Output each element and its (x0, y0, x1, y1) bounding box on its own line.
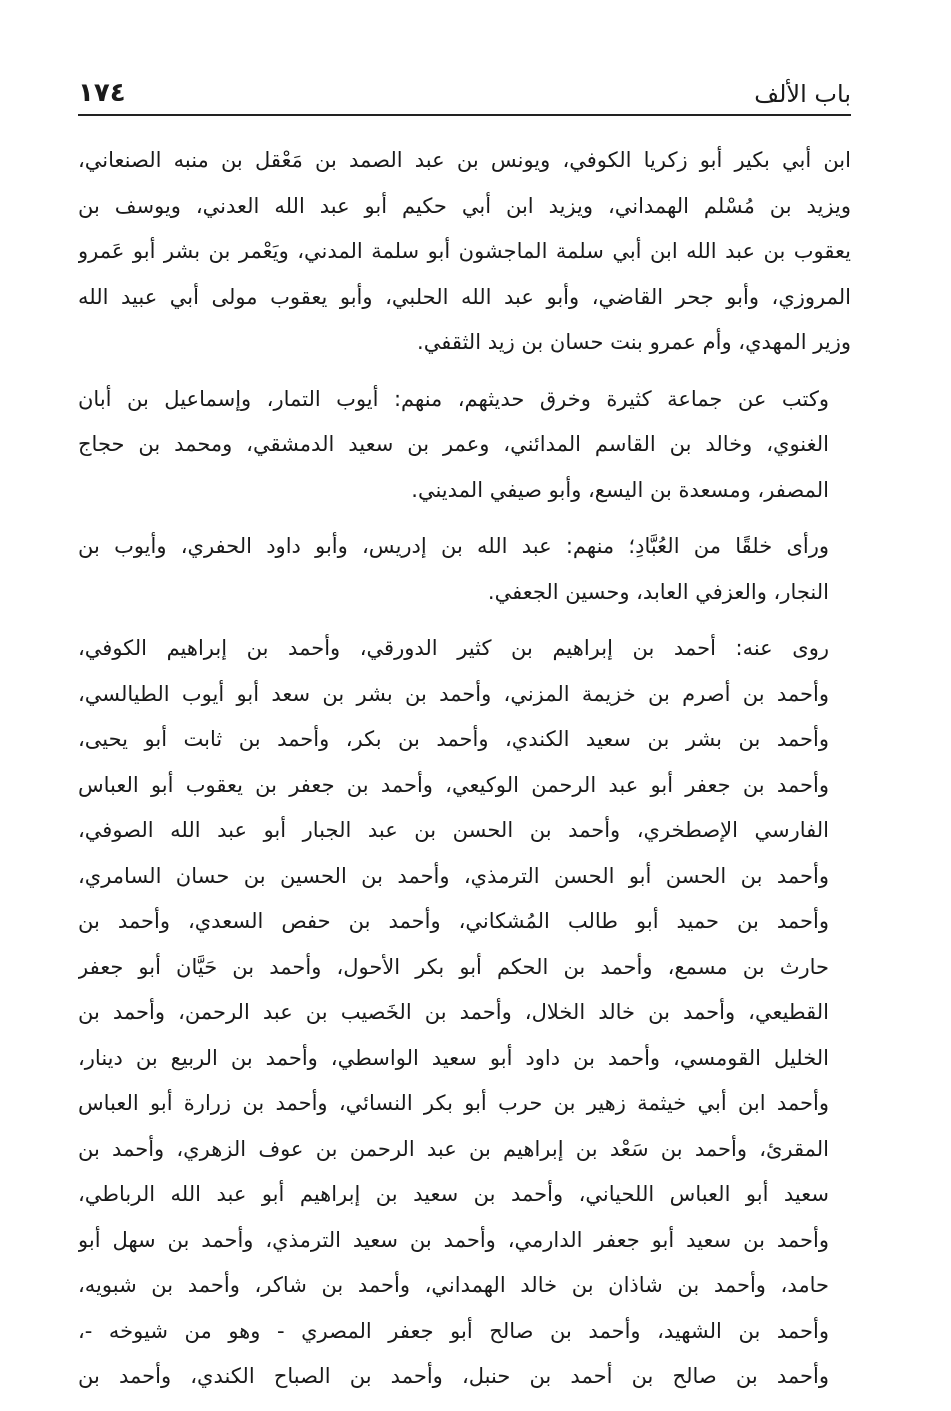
text-line: يعقوب بن عبد الله ابن أبي سلمة الماجشون أبو سلمة المدني، ويَعْمر بن بشر أبو عَمرو (78, 239, 851, 263)
chapter-title: باب الألف (754, 80, 851, 108)
text-line: وأحمد بن حميد أبو طالب المُشكاني، وأحمد بن حفص السعدي، وأحمد بن (78, 909, 829, 933)
text-line: الخليل القومسي، وأحمد بن داود أبو سعيد الواسطي، وأحمد بن الربيع بن دينار، (78, 1045, 829, 1070)
paragraph (78, 524, 851, 615)
text-line: وكتب عن جماعة كثيرة وخرق حديثهم، منهم: أيوب التمار، وإسماعيل بن أبان (78, 386, 829, 411)
text-line: وأحمد بن سعيد أبو جعفر الدارمي، وأحمد بن سعيد الترمذي، وأحمد بن سهل أبو (78, 1227, 829, 1252)
text-line: وأحمد بن الحسن أبو الحسن الترمذي، وأحمد بن الحسين بن حسان السامري، (78, 863, 829, 888)
text-line: وأحمد بن أصرم بن خزيمة المزني، وأحمد بن بشر بن سعد أبو أيوب الطيالسي، (78, 681, 829, 706)
text-line: النجار، والعزفي العابد، وحسين الجعفي. (487, 579, 829, 604)
page-number: ١٧٤ (78, 78, 126, 108)
text-line: وأحمد بن صالح بن أحمد بن حنبل، وأحمد بن الصباح الكندي، وأحمد بن (78, 1364, 829, 1388)
paragraph (78, 377, 851, 514)
text-line: ورأى خلقًا من العُبَّادِ؛ منهم: عبد الله بن إدريس، وأبو داود الحفري، وأيوب بن (78, 534, 829, 558)
text-line: وأحمد بن الشهيد، وأحمد بن صالح أبو جعفر المصري - وهو من شيوخه -، (78, 1318, 829, 1343)
text-line: وأحمد ابن أبي خيثمة زهير بن حرب أبو بكر النسائي، وأحمد بن زرارة أبو العباس (78, 1091, 829, 1115)
text-line: الغنوي، وخالد بن القاسم المدائني، وعمر بن سعيد الدمشقي، ومحمد بن حجاج (78, 432, 829, 456)
paragraph (78, 138, 851, 366)
text-line: وزير المهدي، وأم عمرو بنت حسان بن زيد الثقفي. (417, 330, 851, 354)
text-line: المصفر، ومسعدة بن اليسع، وأبو صيفي المديني. (411, 477, 829, 502)
text-line: الفارسي الإصطخري، وأحمد بن الحسن بن عبد الجبار أبو عبد الله الصوفي، (78, 818, 829, 842)
text-line: وأحمد بن بشر بن سعيد الكندي، وأحمد بن بكر، وأحمد بن ثابت أبو يحيى، (78, 727, 829, 751)
paragraph (78, 626, 851, 1400)
text-line: سعيد أبو العباس اللحياني، وأحمد بن سعيد بن إبراهيم أبو عبد الله الرباطي، (78, 1182, 829, 1206)
text-line: المقرئ، وأحمد بن سَعْد بن إبراهيم بن عبد الرحمن بن عوف الزهري، وأحمد بن (78, 1136, 829, 1161)
body-text (78, 138, 851, 1411)
text-line: القطيعي، وأحمد بن خالد الخلال، وأحمد بن الخَصيب بن عبد الرحمن، وأحمد بن (78, 1000, 829, 1024)
text-line: المروزي، وأبو جحر القاضي، وأبو عبد الله الحلبي، وأبو يعقوب مولى أبي عبيد الله (78, 284, 851, 309)
text-line: ويزيد بن مُسْلم الهمداني، ويزيد ابن أبي حكيم أبو عبد الله العدني، ويوسف بن (78, 193, 851, 218)
text-line: روى عنه: أحمد بن إبراهيم بن كثير الدورقي، وأحمد بن إبراهيم الكوفي، (78, 636, 829, 660)
text-line: حامد، وأحمد بن شاذان بن خالد الهمداني، وأحمد بن شاكر، وأحمد بن شبويه، (78, 1273, 829, 1297)
running-header (78, 70, 851, 116)
text-line: وأحمد بن جعفر أبو عبد الرحمن الوكيعي، وأحمد بن جعفر بن يعقوب أبو العباس (78, 772, 829, 797)
text-line: ابن أبي بكير أبو زكريا الكوفي، ويونس بن عبد الصمد بن مَعْقل بن منبه الصنعاني، (78, 148, 851, 172)
text-line: حارث بن مسمع، وأحمد بن الحكم أبو بكر الأحول، وأحمد بن حَيَّان أبو جعفر (78, 954, 829, 979)
